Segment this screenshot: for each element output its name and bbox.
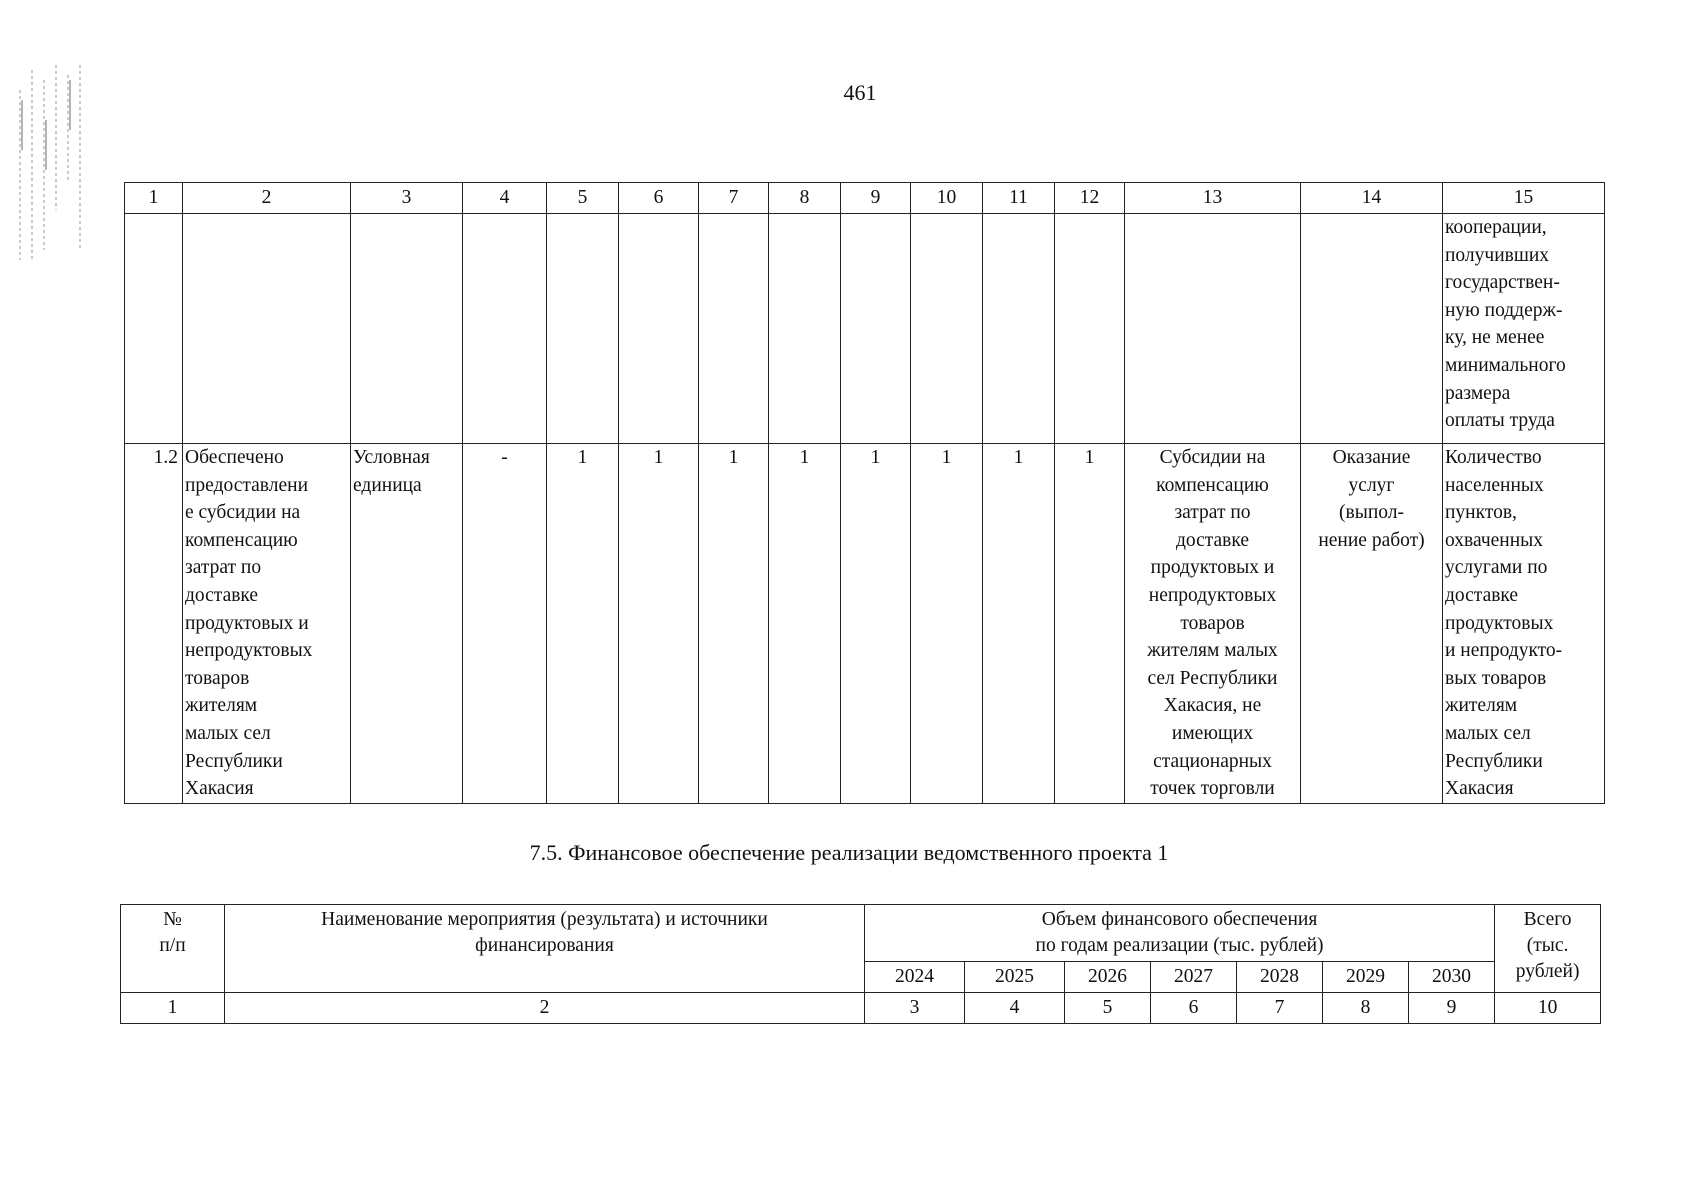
col-number: 2 (225, 993, 865, 1024)
year-header: 2027 (1151, 962, 1237, 993)
col-number: 1 (125, 183, 183, 214)
continuation-indicator-cell: кооперации, получивших государствен- ную поддерж- ку, не менее минимального размера оплаты труда (1443, 214, 1605, 444)
col-number: 9 (1409, 993, 1495, 1024)
base-value-cell: - (463, 444, 547, 804)
year-header: 2024 (865, 962, 965, 993)
col-number: 6 (1151, 993, 1237, 1024)
indicators-table (124, 182, 1605, 804)
volume-header: Объем финансового обеспечения по годам реализации (тыс. рублей) (865, 905, 1495, 962)
value-cell: 1 (911, 444, 983, 804)
col-number: 9 (841, 183, 911, 214)
value-cell: 1 (619, 444, 699, 804)
col-number: 12 (1055, 183, 1125, 214)
indicator-cell: Количество населенных пунктов, охваченных услугами по доставке продуктовых и непродукто- вых товаров жителям малых сел Республики Хакасия (1443, 444, 1605, 804)
col-number: 5 (1065, 993, 1151, 1024)
type-cell: Оказание услуг (выпол- нение работ) (1301, 444, 1443, 804)
value-cell: 1 (983, 444, 1055, 804)
year-header: 2029 (1323, 962, 1409, 993)
col-number: 7 (1237, 993, 1323, 1024)
col-number: 4 (965, 993, 1065, 1024)
col-number: 2 (183, 183, 351, 214)
year-header: 2025 (965, 962, 1065, 993)
col-number: 10 (1495, 993, 1601, 1024)
col-number: 13 (1125, 183, 1301, 214)
col-number: 1 (121, 993, 225, 1024)
margin-stamp (14, 60, 92, 270)
col-number: 10 (911, 183, 983, 214)
column-number-row (125, 183, 1605, 214)
result-name-cell: Обеспечено предоставлени е субсидии на компенсацию затрат по доставке продуктовых и непродуктовых товаров жителям малых сел Республики Хакасия (183, 444, 351, 804)
col-number: 3 (865, 993, 965, 1024)
col-number: 15 (1443, 183, 1605, 214)
col-number: 5 (547, 183, 619, 214)
col-number: 3 (351, 183, 463, 214)
col-number: 4 (463, 183, 547, 214)
total-header: Всего (тыс. рублей) (1495, 905, 1601, 993)
page-number: 461 (843, 80, 877, 105)
value-cell: 1 (699, 444, 769, 804)
col-number: 7 (699, 183, 769, 214)
value-cell: 1 (1055, 444, 1125, 804)
header-row-1 (121, 905, 1601, 962)
col-number: 11 (983, 183, 1055, 214)
fin-column-number-row (121, 993, 1601, 1024)
row-number: 1.2 (125, 444, 183, 804)
characteristic-cell: Субсидии на компенсацию затрат по доставке продуктовых и непродуктовых товаров жителям малых сел Республики Хакасия, не имеющих стационарных точек торговли (1125, 444, 1301, 804)
year-header: 2030 (1409, 962, 1495, 993)
unit-cell: Условная единица (351, 444, 463, 804)
num-header: № п/п (121, 905, 225, 993)
name-header: Наименование мероприятия (результата) и источники финансирования (225, 905, 865, 993)
continuation-row (125, 214, 1605, 444)
value-cell: 1 (769, 444, 841, 804)
value-cell: 1 (547, 444, 619, 804)
col-number: 8 (769, 183, 841, 214)
year-header: 2026 (1065, 962, 1151, 993)
section-title: 7.5. Финансовое обеспечение реализации ведомственного проекта 1 (529, 840, 1169, 865)
year-header: 2028 (1237, 962, 1323, 993)
col-number: 8 (1323, 993, 1409, 1024)
table-row-1-2 (125, 444, 1605, 804)
financing-table (120, 904, 1601, 1024)
value-cell: 1 (841, 444, 911, 804)
col-number: 6 (619, 183, 699, 214)
col-number: 14 (1301, 183, 1443, 214)
